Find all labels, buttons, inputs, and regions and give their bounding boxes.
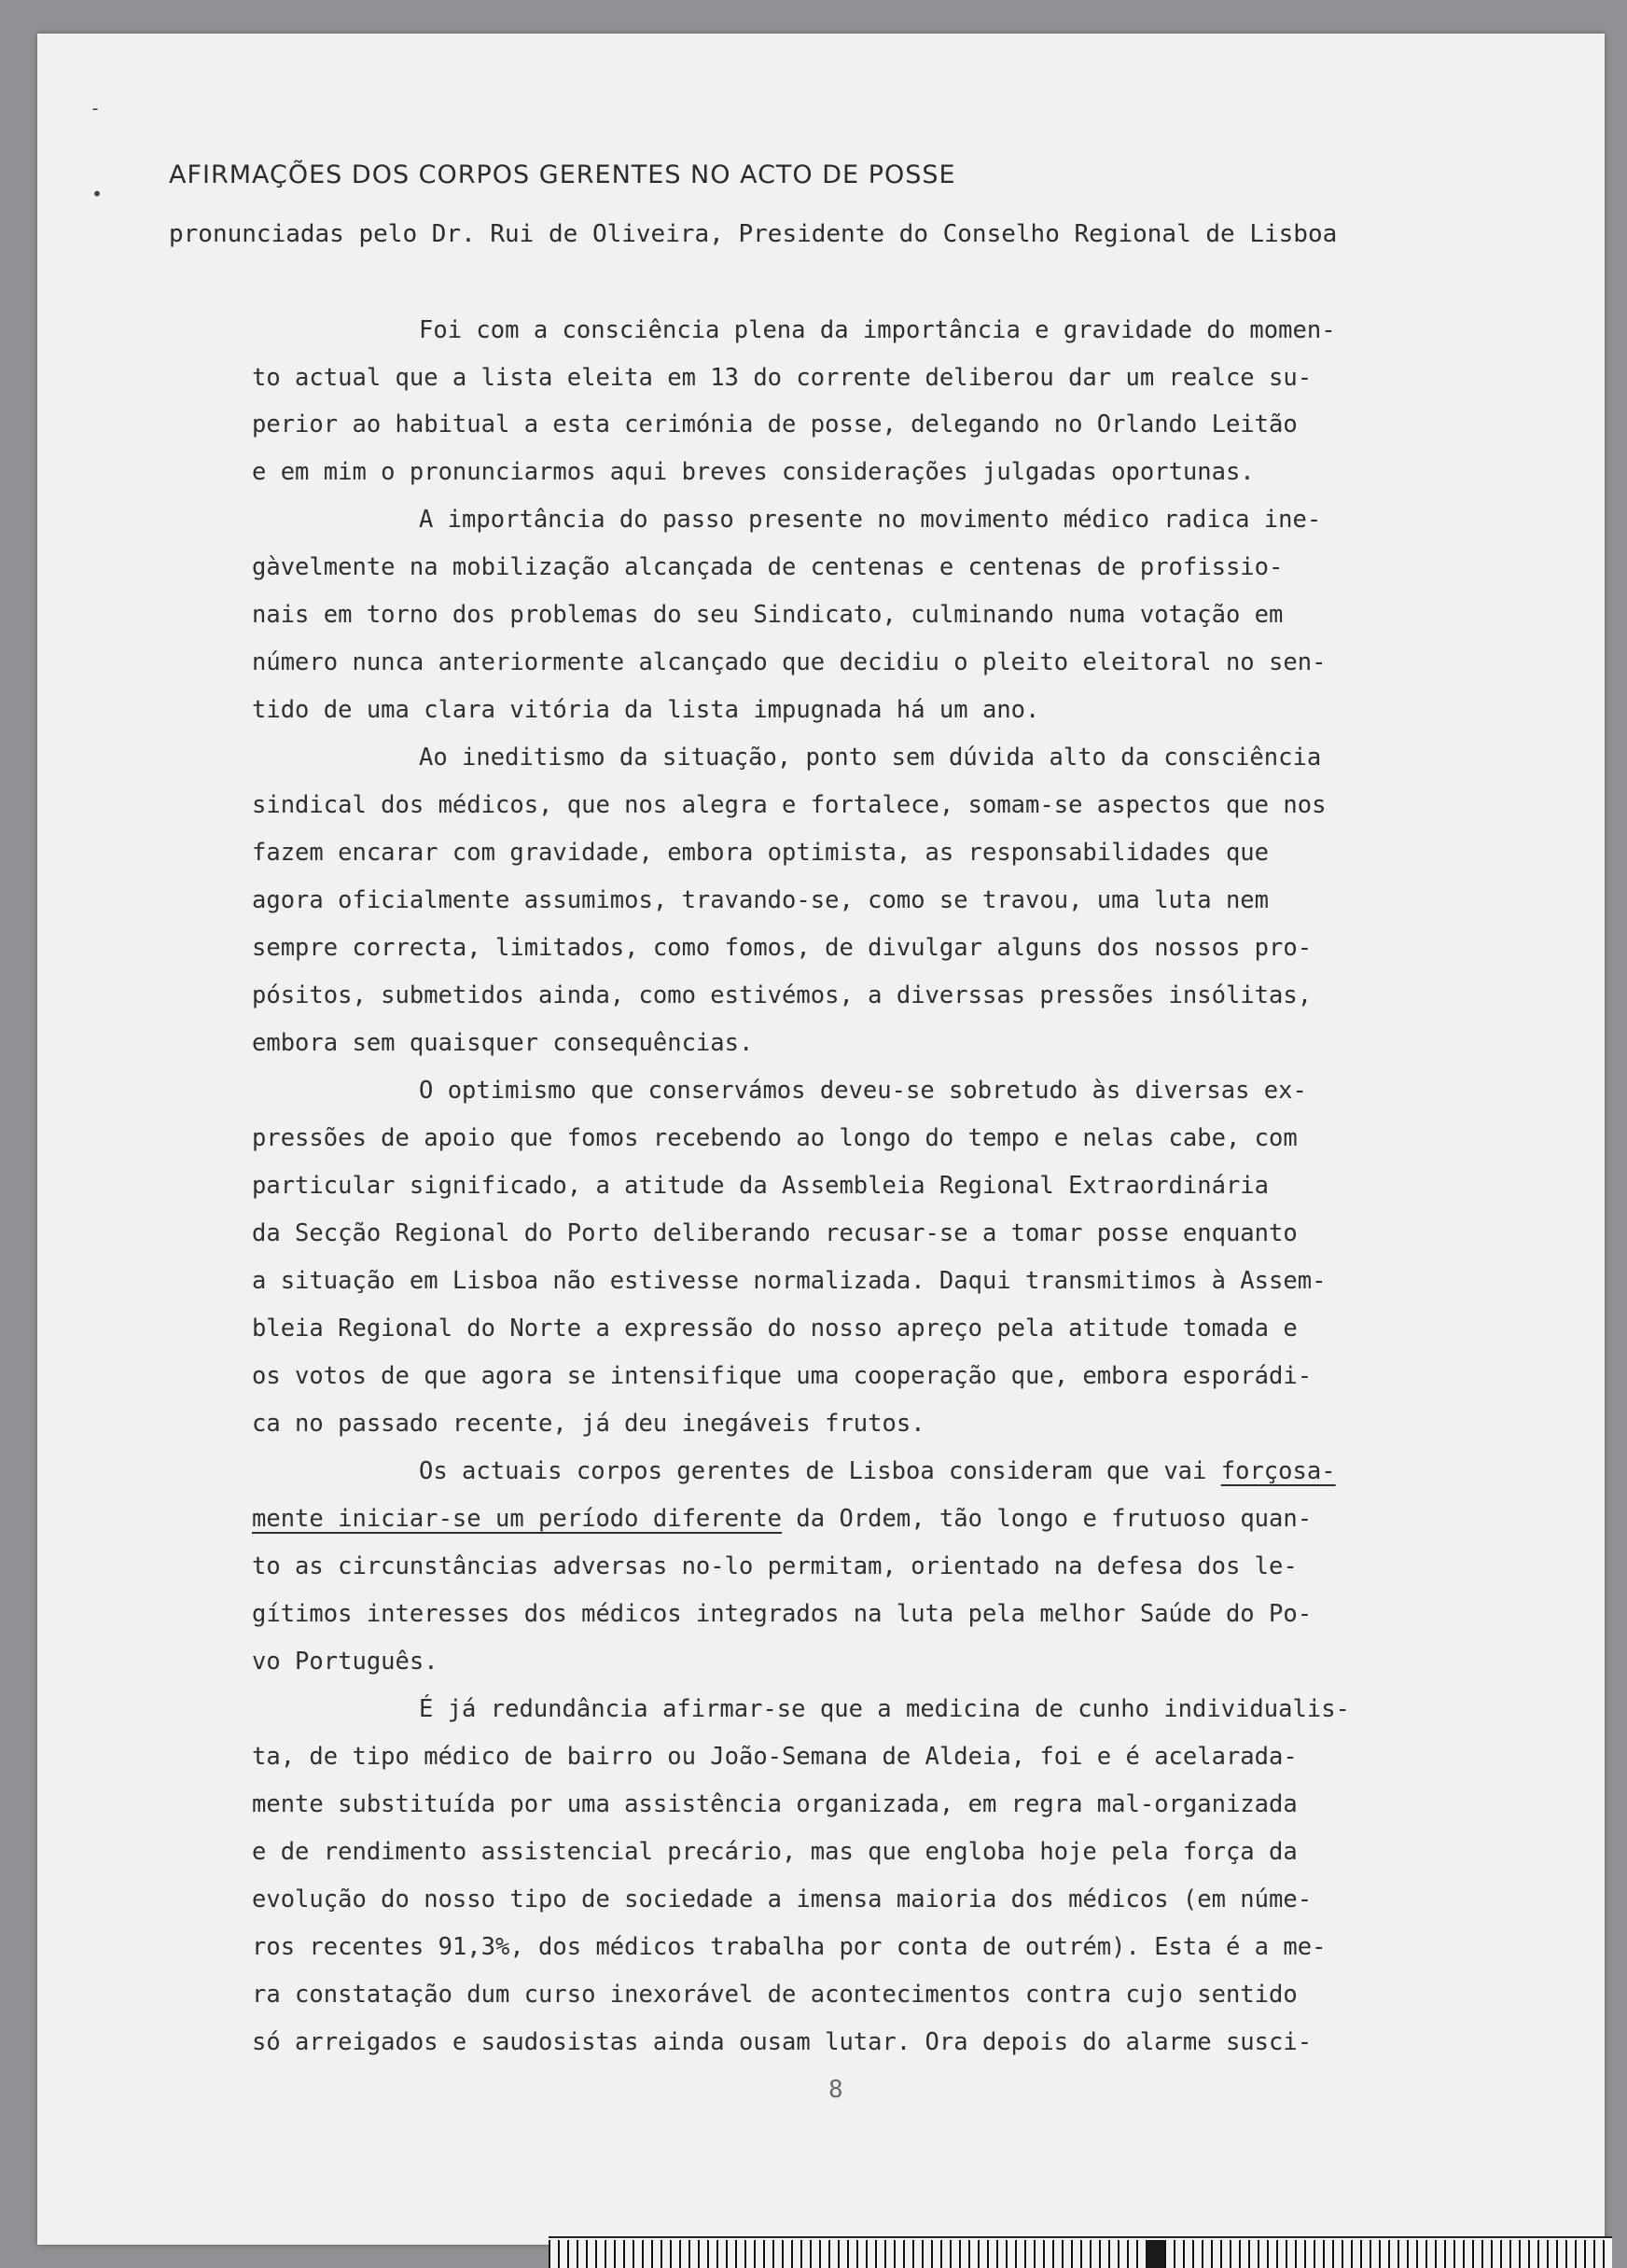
text-line: e de rendimento assistencial precário, mas que engloba hoje pela força da	[252, 1838, 1298, 1866]
text-line: os votos de que agora se intensifique uma cooperação que, embora esporádi-	[252, 1362, 1313, 1390]
text-line: só arreigados e saudosistas ainda ousam lutar. Ora depois do alarme susci-	[252, 2028, 1313, 2056]
text-line: ca no passado recente, já deu inegáveis frutos.	[252, 1410, 925, 1438]
text-line: mente substituída por uma assistência organizada, em regra mal-organizada	[252, 1790, 1298, 1818]
text-line: vo Português.	[252, 1648, 438, 1676]
text-line: to as circunstâncias adversas no-lo permitam, orientado na defesa dos le-	[252, 1552, 1298, 1580]
text-line: nais em torno dos problemas do seu Sindicato, culminando numa votação em	[252, 601, 1284, 629]
text-line: perior ao habitual a esta cerimónia de posse, delegando no Orlando Leitão	[252, 410, 1298, 438]
text-line: pressões de apoio que fomos recebendo ao longo do tempo e nelas cabe, com	[252, 1124, 1298, 1152]
ruler-ticks	[549, 2240, 1146, 2268]
document-heading: AFIRMAÇÕES DOS CORPOS GERENTES NO ACTO DE POSSE	[169, 160, 956, 189]
text-line	[419, 1455, 1336, 1487]
text-segment: Os actuais corpos gerentes de Lisboa consideram que vai	[419, 1457, 1207, 1485]
margin-mark: •	[91, 183, 104, 205]
text-line: A importância do passo presente no movimento médico radica ine-	[419, 506, 1322, 534]
text-line: fazem encarar com gravidade, embora optimista, as responsabilidades que	[252, 839, 1270, 867]
text-line: embora sem quaisquer consequências.	[252, 1029, 754, 1057]
text-line: ros recentes 91,3%, dos médicos trabalha por conta de outrém). Esta é a me-	[252, 1933, 1327, 1961]
text-line: da Secção Regional do Porto deliberando recusar-se a tomar posse enquanto	[252, 1219, 1298, 1247]
text-line: gítimos interesses dos médicos integrados na luta pela melhor Saúde do Po-	[252, 1600, 1313, 1628]
text-line: bleia Regional do Norte a expressão do nosso apreço pela atitude tomada e	[252, 1315, 1298, 1343]
text-line: to actual que a lista eleita em 13 do corrente deliberou dar um realce su-	[252, 364, 1313, 392]
ruler-marker	[1146, 2240, 1164, 2268]
text-line: e em mim o pronunciarmos aqui breves considerações julgadas oportunas.	[252, 458, 1255, 486]
underlined-text: forçosa-	[1220, 1457, 1336, 1485]
text-line: agora oficialmente assumimos, travando-se, como se travou, uma luta nem	[252, 886, 1270, 914]
text-line: pósitos, submetidos ainda, como estivémos, a diverssas pressões insólitas,	[252, 981, 1313, 1009]
text-line: particular significado, a atitude da Assembleia Regional Extraordinária	[252, 1172, 1270, 1200]
text-line: ta, de tipo médico de bairro ou João-Semana de Aldeia, foi e é acelarada-	[252, 1743, 1298, 1771]
document-subheading: pronunciadas pelo Dr. Rui de Oliveira, Presidente do Conselho Regional de Lisboa	[169, 220, 1338, 248]
underlined-text: mente iniciar-se um período diferente	[252, 1505, 783, 1533]
text-line: gàvelmente na mobilização alcançada de centenas e centenas de profissio-	[252, 553, 1284, 581]
text-line: O optimismo que conservámos deveu-se sobretudo às diversas ex-	[419, 1077, 1307, 1105]
text-segment: da Ordem, tão longo e frutuoso quan-	[796, 1505, 1313, 1533]
ruler-ticks	[1164, 2240, 1612, 2268]
scale-ruler	[549, 2236, 1612, 2268]
text-line: Foi com a consciência plena da importância e gravidade do momen-	[419, 316, 1336, 344]
text-line: ra constatação dum curso inexorável de acontecimentos contra cujo sentido	[252, 1981, 1298, 2009]
text-line: Ao ineditismo da situação, ponto sem dúvida alto da consciência	[419, 744, 1322, 772]
text-line: sempre correcta, limitados, como fomos, de divulgar alguns dos nossos pro-	[252, 934, 1313, 962]
text-line: tido de uma clara vitória da lista impugnada há um ano.	[252, 696, 1040, 724]
text-line	[252, 1503, 1312, 1535]
page-number: 8	[828, 2076, 843, 2104]
text-line: número nunca anteriormente alcançado que decidiu o pleito eleitoral no sen-	[252, 648, 1327, 676]
margin-mark: -	[90, 97, 102, 119]
text-line: a situação em Lisboa não estivesse normalizada. Daqui transmitimos à Assem-	[252, 1267, 1327, 1295]
text-line: sindical dos médicos, que nos alegra e fortalece, somam-se aspectos que nos	[252, 791, 1327, 819]
text-line: evolução do nosso tipo de sociedade a imensa maioria dos médicos (em núme-	[252, 1885, 1313, 1913]
text-line: É já redundância afirmar-se que a medicina de cunho individualis-	[419, 1695, 1350, 1723]
